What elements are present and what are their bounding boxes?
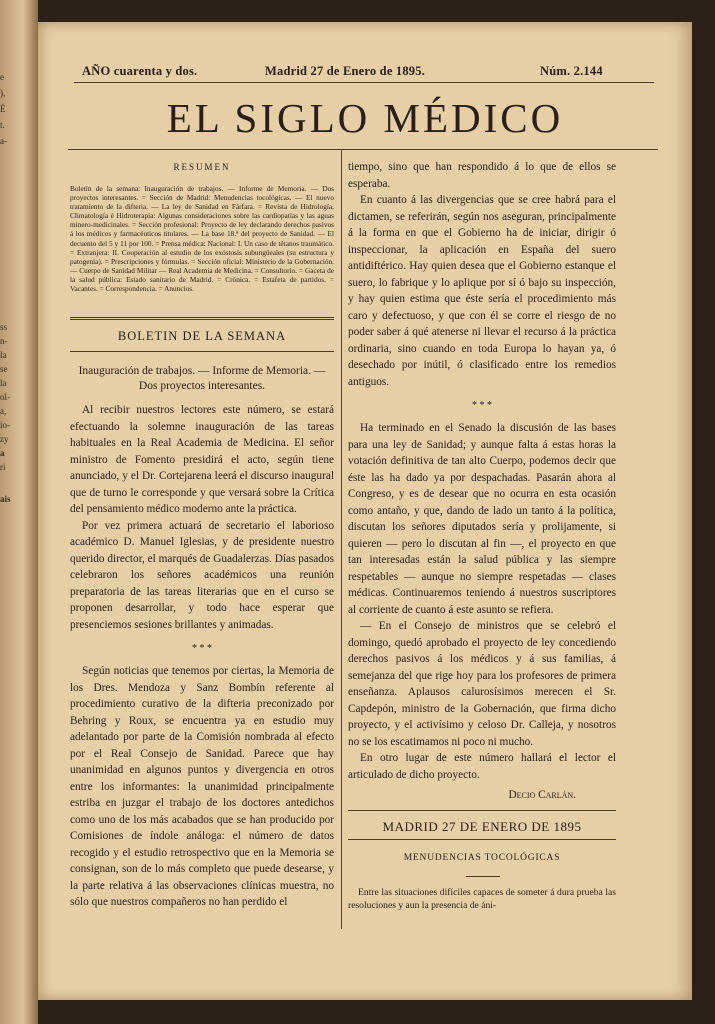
boletin-body xyxy=(70,402,334,911)
prev-page-fragment: e xyxy=(0,72,4,82)
prev-page-fragment: zy xyxy=(0,434,9,444)
resumen-rule-2 xyxy=(70,319,334,320)
menudencias-rule xyxy=(466,876,500,877)
right-paragraph: En cuanto á las divergencias que se cree habrá para el dictamen, se referirán, según nos aseguran, principalmente á la forma en que el Gobierno ha de iniciar, dirigir ó inspeccionar, la aplicación en España del suero antidiftérico. Hay quien desea que el Gobierno estanque el suero, lo fabrique y lo aplique por sí ó bajo su inspección, y hay quien estima que éste sería el procedimiento más caro y defectuoso, y que con él se corre el riesgo de no poder saber á qué atenerse ni llevar el recurso á la práctica ordinaria, sino cuando en toda Europa lo hayan ya, ó desechado por inútil, ó clasificado entre los remedios antiguos. xyxy=(348,194,616,388)
madrid-section-title: MADRID 27 DE ENERO DE 1895 xyxy=(382,819,582,834)
prev-page-fragment: ais xyxy=(0,494,11,504)
prev-page-fragment: t. xyxy=(0,120,5,130)
right-paragraph: tiempo, sino que han respondido á lo que de ellos se esperaba. xyxy=(348,161,616,190)
header-rule xyxy=(74,82,654,83)
prev-page-fragment: la xyxy=(0,378,7,388)
boletin-paragraph: Al recibir nuestros lectores este número, se estará efectuando la solemne inauguración de las tareas habituales en la Real Academia de Medicina. El señor ministro de Fomento presidirá el acto, según tiene anunciado, y el Dr. Cortejarena leerá el discurso inaugural que de turno le corresponde y que versará sobre la Crítica del pensamiento médico moderno ante la práctica. xyxy=(70,404,334,515)
previous-page-edge xyxy=(0,0,38,1024)
prev-page-fragment: ri xyxy=(0,462,6,472)
prev-page-fragment: É xyxy=(0,104,6,114)
menudencias-title: MENUDENCIAS TOCOLÓGICAS xyxy=(403,853,561,863)
right-paragraph: Ha terminado en el Senado la discusión de las bases para una ley de Sanidad; y aunque falta á estas horas la votación definitiva de tan alto Cuerpo, podemos decir que éste las ha dado ya por despachadas. Pasarán ahora al Congreso, y es de desear que no ocurra en esta ocasión como antaño, y que, dando de lado un tanto á la política, discutan los señores diputados sería y prolijamente, si quieren — pero lo discutan al fin —, el proyecto en que tan interesadas están la salud pública y las siempre respetables — aunque no siempre respetadas — clases médicas. Continuaremos teniendo á nuestros suscriptores al corriente de cuanto á este asunto se refiera. xyxy=(348,422,616,616)
madrid-rule-bottom xyxy=(348,839,616,840)
prev-page-fragment: se xyxy=(0,364,8,374)
prev-page-fragment: la xyxy=(0,350,7,360)
masthead-rule xyxy=(68,149,658,150)
prev-page-fragment: a- xyxy=(0,136,7,146)
newspaper-page xyxy=(38,22,692,1000)
header-year: AÑO cuarenta y dos. xyxy=(82,64,198,78)
boletin-paragraph: Según noticias que tenemos por ciertas, la Memoria de los Dres. Mendoza y Sanz Bombín referente al procedimiento curativo de la difteria preconizado por Behring y Roux, se encuentra ya en estudio muy adelantado por parte de la Comisión nombrada al efecto por el Real Consejo de Sanidad. Parece que hay unanimidad en algunos puntos y divergencia en otros entre los informantes: la unanimidad principalmente estriba en juzgar el trabajo de los doctores antedichos como uno de los más acabados que se han producido por Comisiones de índole análoga: el número de datos recogido y el estudio retrospectivo que en la Memoria se consignan, son de lo más completo que puede desearse, y la parte relativa á las observaciones clínicas muestra, no sólo que nuestros compañeros no han perdido el xyxy=(70,665,334,908)
resumen-text: Boletín de la semana: Inauguración de trabajos. — Informe de Memoria. — Dos proyectos interesantes. = Sección de Madrid: Menudencias tocológicas. — El nuevo tratamiento de la difteria. — La ley de Sanidad en Fárfara. = Revista de Hidrología, Climatología é Hidroterapia: Algunas consideraciones sobre las cardiopatías y las aguas minero-medicinales. = Sección profesional: Proyecto de ley declarando derechos pasivos á los médicos y farmacéuticos titulares. — La base 18.ª del proyecto de Sanidad. — El decuento del 5 y 11 por 100. = Prensa médica: Nacional: I. Un caso de tétanos traumático. = Extranjera: II. Cooperación al estudio de los exóstosis subungüeales (su estructura y patogenia). = Prescripciones y fórmulas. = Sección oficial: Ministerio de la Gobernación. — Cuerpo de Sanidad Militar — Real Academia de Medicina. = Consultorio. = Gaceta de la salud pública: Estado sanitario de Madrid. = Crónica. = Estafeta de partidos. = Vacantes. = Correspondencia. = Anuncios. xyxy=(70,184,334,294)
prev-page-fragment: n- xyxy=(0,336,8,346)
header-date: Madrid 27 de Enero de 1895. xyxy=(265,64,426,78)
prev-page-fragment: ol- xyxy=(0,392,10,402)
header-number: Núm. 2.144 xyxy=(540,64,603,78)
prev-page-fragment: ), xyxy=(0,88,6,98)
resumen-rule xyxy=(70,317,334,318)
boletin-rule xyxy=(70,351,334,352)
boletin-paragraph: Por vez primera actuará de secretario el laborioso académico D. Manuel Iglesias, y de presidente nuestro querido director, el marqués de Guadalerzas. Días pasados celebraron los señores académicos una reunión preparatoria de las tareas literarias que en el curso se proponen desarrollar, y todo hace esperar que presenciemos sesiones brillantes y animadas. xyxy=(70,519,334,631)
column-divider xyxy=(341,149,342,929)
madrid-rule-top xyxy=(348,810,616,811)
right-paragraph: En otro lugar de este número hallará el lector el articulado de dicho proyecto. xyxy=(348,752,616,781)
right-paragraph: — En el Consejo de ministros que se celebró el domingo, quedó aprobado el proyecto de ley concediendo derechos pasivos á los médicos y á sus familias, á semejanza del que rige hoy para los profesores de primera enseñanza. Aplausos calurosísimos merecen el Sr. Capdepón, ministro de la Gobernación, que firma dicho proyecto, y el activísimo y celoso Dr. Calleja, y nosotros no se los escatimamos ni poco ni mucho. xyxy=(348,620,616,748)
section-stars: * * * xyxy=(472,400,492,411)
resumen-title: RESUMEN xyxy=(173,162,231,172)
section-stars: * * * xyxy=(192,643,212,654)
menudencias-text: Entre las situaciones difíciles capaces de someter á dura prueba las resoluciones y aun la presencia de áni- xyxy=(348,887,616,911)
article-signature: Decio Carlán. xyxy=(508,789,576,801)
prev-page-fragment: io- xyxy=(0,420,10,430)
prev-page-fragment: a, xyxy=(0,406,7,416)
prev-page-fragment: ss xyxy=(0,322,8,332)
right-column-body xyxy=(348,159,616,804)
boletin-subtitle: Inauguración de trabajos. — Informe de Memoria. — Dos proyectos interesantes. xyxy=(78,365,326,392)
masthead-title: EL SIGLO MÉDICO xyxy=(166,95,564,141)
boletin-title: BOLETIN DE LA SEMANA xyxy=(117,329,287,343)
prev-page-fragment: a xyxy=(0,448,5,458)
